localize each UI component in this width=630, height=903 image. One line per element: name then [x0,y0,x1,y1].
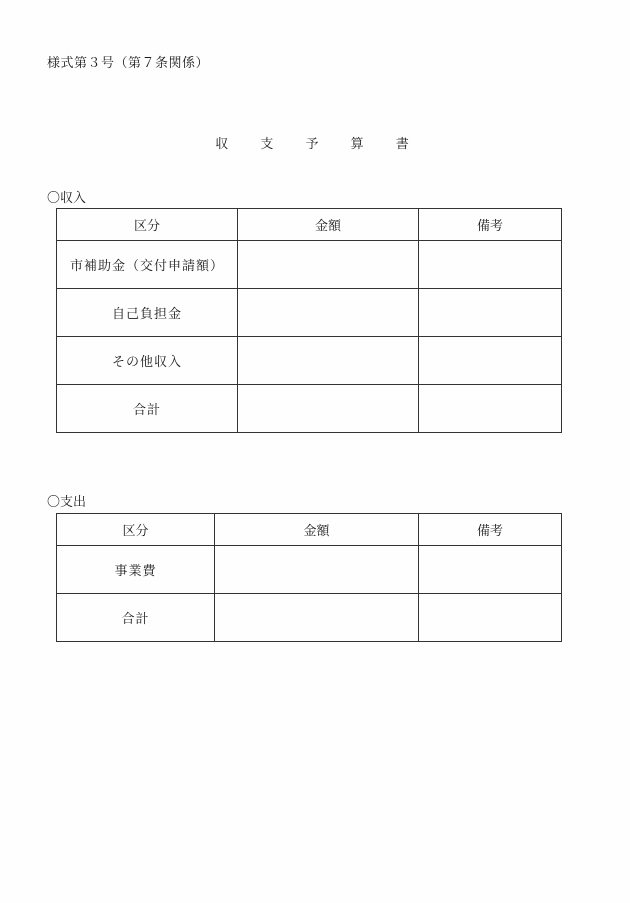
table-row [57,289,562,337]
remarks-cell[interactable] [419,546,562,594]
amount-cell[interactable] [238,385,419,433]
column-header-remarks: 備考 [419,514,562,546]
table-row-total [57,385,562,433]
amount-cell[interactable] [215,594,419,642]
column-header-remarks: 備考 [419,209,562,241]
column-header-amount: 金額 [238,209,419,241]
income-header-row [57,209,562,241]
amount-cell[interactable] [238,337,419,385]
row-label: その他収入 [57,337,238,385]
row-label: 自己負担金 [57,289,238,337]
table-row [57,337,562,385]
table-row-total [57,594,562,642]
page-title: 収 支 予 算 書 [215,137,423,152]
row-label: 合計 [57,385,238,433]
remarks-cell[interactable] [419,337,562,385]
expense-table [56,513,562,642]
income-section-heading: 〇収入 [47,191,87,206]
column-header-category: 区分 [57,514,215,546]
form-number: 様式第３号（第７条関係） [47,56,210,71]
income-table [56,208,562,433]
column-header-category: 区分 [57,209,238,241]
amount-cell[interactable] [238,241,419,289]
remarks-cell[interactable] [419,385,562,433]
row-label: 市補助金（交付申請額） [57,241,238,289]
expense-section-heading: 〇支出 [47,495,87,510]
amount-cell[interactable] [215,546,419,594]
column-header-amount: 金額 [215,514,419,546]
remarks-cell[interactable] [419,241,562,289]
table-row [57,241,562,289]
remarks-cell[interactable] [419,289,562,337]
row-label: 事業費 [57,546,215,594]
row-label: 合計 [57,594,215,642]
remarks-cell[interactable] [419,594,562,642]
expense-header-row [57,514,562,546]
amount-cell[interactable] [238,289,419,337]
table-row [57,546,562,594]
